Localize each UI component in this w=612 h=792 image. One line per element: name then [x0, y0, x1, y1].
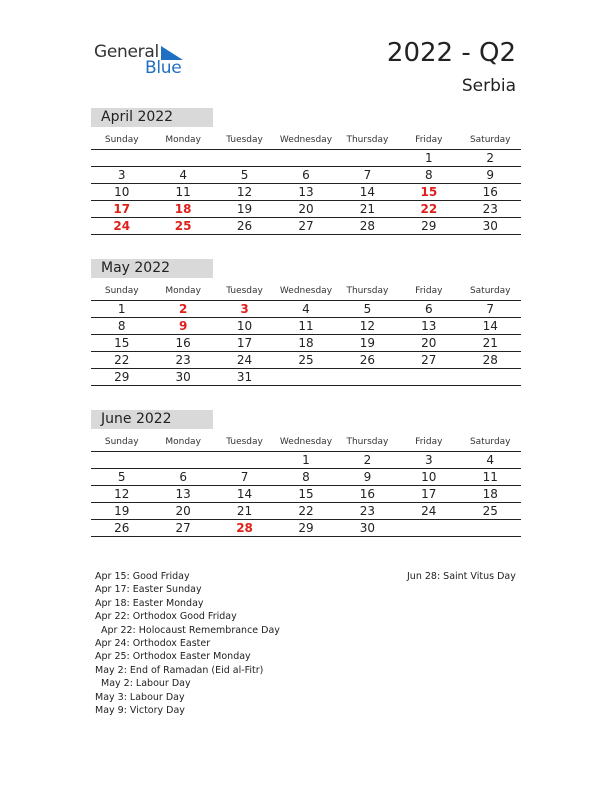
holiday-day-cell: 17	[113, 202, 131, 216]
month-calendar	[91, 108, 521, 235]
day-cell: 11	[482, 470, 498, 484]
weekday-label: Wednesday	[279, 437, 333, 447]
month-calendar	[91, 259, 521, 386]
day-cell: 31	[236, 370, 253, 384]
month-title: May 2022	[91, 259, 213, 278]
day-cell: 16	[175, 336, 191, 350]
day-cell: 27	[298, 219, 314, 233]
day-cell: 5	[240, 168, 249, 182]
holiday-day-cell: 3	[240, 302, 249, 316]
day-cell	[152, 452, 213, 468]
week-row	[91, 318, 521, 335]
day-cell: 5	[363, 302, 372, 316]
weekday-label: Sunday	[104, 135, 139, 145]
day-cell	[337, 369, 398, 385]
day-cell: 28	[482, 353, 498, 367]
day-cell: 12	[359, 319, 376, 333]
weekday-header-row	[91, 284, 521, 301]
weekday-label: Saturday	[469, 286, 511, 296]
day-cell	[398, 369, 459, 385]
holiday-list-left	[95, 570, 280, 717]
day-cell: 4	[179, 168, 187, 182]
day-cell: 15	[114, 336, 130, 350]
week-row	[91, 520, 521, 537]
day-cell: 5	[117, 470, 126, 484]
day-cell: 10	[236, 319, 253, 333]
day-cell: 4	[486, 453, 495, 467]
day-cell: 21	[482, 336, 498, 350]
week-row	[91, 369, 521, 386]
day-cell: 22	[114, 353, 130, 367]
day-cell: 20	[175, 504, 191, 518]
day-cell: 23	[359, 504, 376, 518]
day-cell: 26	[114, 521, 130, 535]
holiday-item: Apr 15: Good Friday	[95, 571, 190, 582]
week-row	[91, 486, 521, 503]
day-cell: 6	[302, 168, 310, 182]
weekday-label: Monday	[165, 286, 201, 296]
day-cell: 10	[114, 185, 130, 199]
weekday-label: Thursday	[346, 286, 389, 296]
holiday-item: May 9: Victory Day	[95, 704, 185, 716]
day-cell: 16	[482, 185, 498, 199]
day-cell	[152, 150, 213, 166]
holiday-day-cell: 18	[174, 202, 192, 216]
week-row	[91, 150, 521, 167]
holiday-day-cell: 24	[113, 219, 131, 233]
day-cell: 22	[298, 504, 314, 518]
day-cell: 17	[236, 336, 253, 350]
day-cell: 17	[421, 487, 437, 501]
day-cell: 29	[298, 521, 314, 535]
day-cell: 23	[175, 353, 191, 367]
holiday-list-right	[407, 570, 516, 583]
day-cell	[91, 452, 152, 468]
day-cell: 7	[240, 470, 249, 484]
day-cell: 13	[421, 319, 437, 333]
day-cell: 20	[421, 336, 437, 350]
day-cell: 3	[425, 453, 433, 467]
day-cell: 9	[363, 470, 372, 484]
week-row	[91, 469, 521, 486]
holiday-item: Apr 17: Easter Sunday	[95, 584, 202, 596]
day-cell: 7	[486, 302, 495, 316]
day-cell	[275, 369, 336, 385]
day-cell: 23	[482, 202, 498, 216]
holiday-item: Apr 22: Holocaust Remembrance Day	[101, 624, 280, 636]
weekday-label: Wednesday	[279, 135, 333, 145]
weekday-label: Monday	[165, 135, 201, 145]
day-cell: 19	[359, 336, 376, 350]
week-row	[91, 503, 521, 520]
holiday-item: May 3: Labour Day	[95, 691, 185, 703]
holiday-day-cell: 15	[420, 185, 438, 199]
day-cell: 6	[179, 470, 187, 484]
day-cell	[337, 150, 398, 166]
day-cell	[398, 520, 459, 536]
week-row	[91, 452, 521, 469]
weekday-label: Sunday	[104, 437, 139, 447]
day-cell: 19	[236, 202, 253, 216]
logo-general-text: General	[94, 42, 159, 62]
day-cell: 20	[298, 202, 314, 216]
day-cell: 18	[482, 487, 498, 501]
page-title: 2022 - Q2	[386, 38, 516, 68]
day-cell: 29	[114, 370, 130, 384]
week-row	[91, 335, 521, 352]
day-cell: 3	[117, 168, 126, 182]
week-row	[91, 218, 521, 235]
week-row	[91, 352, 521, 369]
month-calendar	[91, 410, 521, 537]
day-cell	[275, 150, 336, 166]
country-name: Serbia	[461, 76, 516, 96]
day-cell: 14	[359, 185, 376, 199]
weekday-label: Tuesday	[226, 135, 263, 145]
holiday-item: Apr 18: Easter Monday	[95, 597, 204, 609]
day-cell: 24	[421, 504, 437, 518]
day-cell: 21	[236, 504, 253, 518]
weekday-label: Tuesday	[226, 437, 263, 447]
weekday-label: Sunday	[104, 286, 139, 296]
day-cell: 29	[421, 219, 437, 233]
day-cell: 27	[421, 353, 437, 367]
holiday-item: Apr 24: Orthodox Easter	[95, 637, 211, 649]
weekday-label: Wednesday	[279, 286, 333, 296]
holiday-item: May 2: Labour Day	[101, 678, 191, 690]
weekday-label: Friday	[415, 286, 443, 296]
day-cell: 10	[421, 470, 437, 484]
day-cell: 1	[117, 302, 126, 316]
day-cell: 2	[363, 453, 372, 467]
day-cell	[460, 520, 521, 536]
week-row	[91, 201, 521, 218]
day-cell: 12	[114, 487, 130, 501]
holiday-day-cell: 9	[178, 319, 188, 333]
day-cell: 28	[359, 219, 376, 233]
holiday-item: Apr 25: Orthodox Easter Monday	[95, 651, 251, 663]
day-cell: 25	[298, 353, 314, 367]
logo	[94, 40, 194, 80]
day-cell: 8	[117, 319, 126, 333]
day-cell	[460, 369, 521, 385]
week-row	[91, 167, 521, 184]
day-cell: 8	[302, 470, 310, 484]
day-cell: 16	[359, 487, 376, 501]
weekday-header-row	[91, 435, 521, 452]
weekday-label: Thursday	[346, 437, 389, 447]
day-cell: 11	[175, 185, 191, 199]
weekday-label: Friday	[415, 135, 443, 145]
weekday-label: Saturday	[469, 437, 511, 447]
holiday-day-cell: 22	[420, 202, 438, 216]
day-cell	[214, 150, 275, 166]
week-row	[91, 301, 521, 318]
day-cell	[91, 150, 152, 166]
day-cell: 30	[482, 219, 498, 233]
day-cell: 30	[175, 370, 191, 384]
holiday-day-cell: 2	[178, 302, 188, 316]
day-cell: 1	[425, 151, 433, 165]
day-cell: 26	[359, 353, 376, 367]
day-cell: 2	[486, 151, 495, 165]
weekday-label: Monday	[165, 437, 201, 447]
logo-blue-text: Blue	[145, 58, 182, 78]
weekday-label: Saturday	[469, 135, 511, 145]
weekday-label: Thursday	[346, 135, 389, 145]
day-cell: 6	[425, 302, 433, 316]
day-cell: 24	[236, 353, 253, 367]
day-cell: 25	[482, 504, 498, 518]
day-cell: 11	[298, 319, 314, 333]
day-cell: 7	[363, 168, 372, 182]
day-cell: 4	[302, 302, 310, 316]
day-cell: 1	[302, 453, 310, 467]
day-cell: 15	[298, 487, 314, 501]
day-cell: 13	[298, 185, 314, 199]
holiday-day-cell: 28	[236, 521, 253, 535]
day-cell: 13	[175, 487, 191, 501]
day-cell: 19	[114, 504, 130, 518]
day-cell: 26	[236, 219, 253, 233]
day-cell: 30	[359, 521, 376, 535]
holiday-day-cell: 25	[174, 219, 192, 233]
weekday-header-row	[91, 133, 521, 150]
day-cell: 27	[175, 521, 191, 535]
holiday-item: Jun 28: Saint Vitus Day	[407, 571, 516, 582]
day-cell: 21	[359, 202, 376, 216]
day-cell: 8	[425, 168, 433, 182]
day-cell: 12	[236, 185, 253, 199]
holiday-item: May 2: End of Ramadan (Eid al-Fitr)	[95, 664, 264, 676]
month-title: June 2022	[91, 410, 213, 429]
month-title: April 2022	[91, 108, 213, 127]
week-row	[91, 184, 521, 201]
day-cell	[214, 452, 275, 468]
day-cell: 18	[298, 336, 314, 350]
day-cell: 14	[482, 319, 498, 333]
day-cell: 9	[486, 168, 495, 182]
weekday-label: Tuesday	[226, 286, 263, 296]
weekday-label: Friday	[415, 437, 443, 447]
holiday-item: Apr 22: Orthodox Good Friday	[95, 611, 237, 623]
day-cell: 14	[236, 487, 253, 501]
